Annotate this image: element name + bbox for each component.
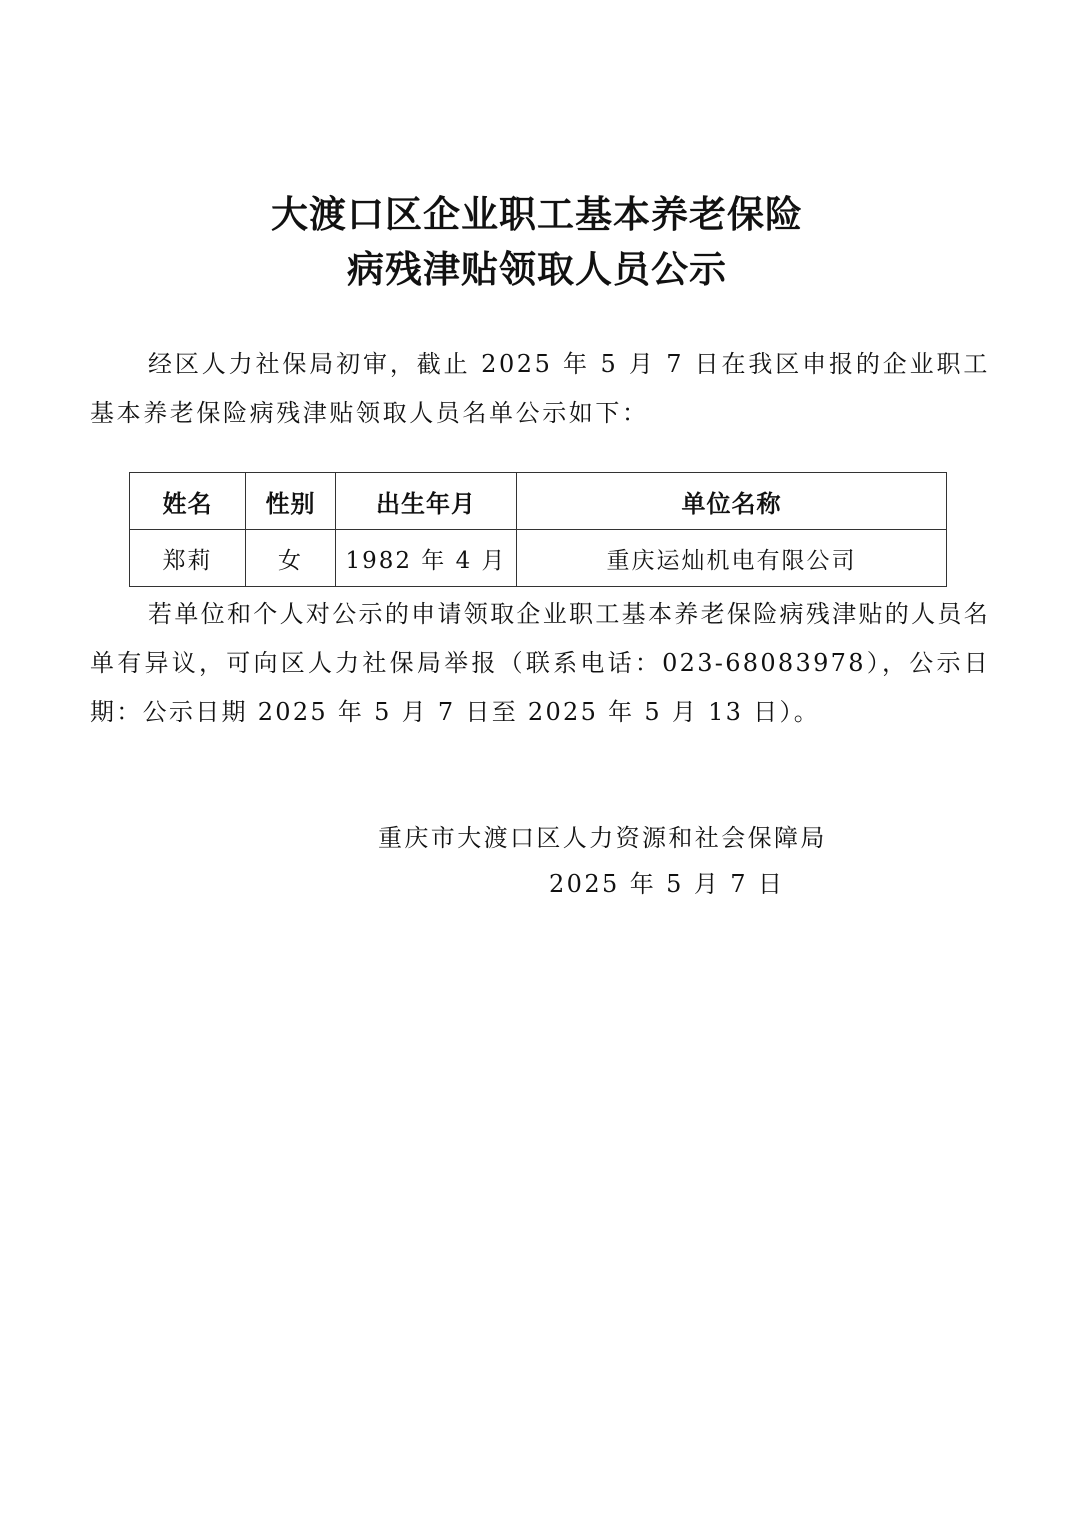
document-title-line-2: 病残津贴领取人员公示 bbox=[347, 248, 727, 291]
issuing-organization: 重庆市大渡口区人力资源和社会保障局 bbox=[378, 824, 827, 852]
table-row bbox=[130, 530, 947, 587]
header-employer: 单位名称 bbox=[517, 473, 947, 530]
intro-paragraph: 经区人力社保局初审，截止 2025 年 5 月 7 日在我区申报的企业职工基本养老保险病残津贴领取人员名单公示如下： bbox=[90, 350, 990, 427]
objection-notice-paragraph: 若单位和个人对公示的申请领取企业职工基本养老保险病残津贴的人员名单有异议，可向区人力社保局举报（联系电话：023-68083978），公示日期：公示日期 2025 年 5 月 7 日至 2025 年 5 月 13 日）。 bbox=[90, 600, 990, 726]
header-gender: 性别 bbox=[246, 473, 336, 530]
document-title-line-1: 大渡口区企业职工基本养老保险 bbox=[271, 193, 803, 236]
issue-date: 2025 年 5 月 7 日 bbox=[549, 870, 785, 898]
table-header-row bbox=[130, 473, 947, 530]
cell-employer: 重庆运灿机电有限公司 bbox=[517, 530, 947, 587]
recipient-table bbox=[129, 472, 947, 587]
cell-gender: 女 bbox=[246, 530, 336, 587]
cell-name: 郑莉 bbox=[130, 530, 246, 587]
cell-birth-month: 1982 年 4 月 bbox=[336, 530, 517, 587]
header-name: 姓名 bbox=[130, 473, 246, 530]
header-birth-month: 出生年月 bbox=[336, 473, 517, 530]
